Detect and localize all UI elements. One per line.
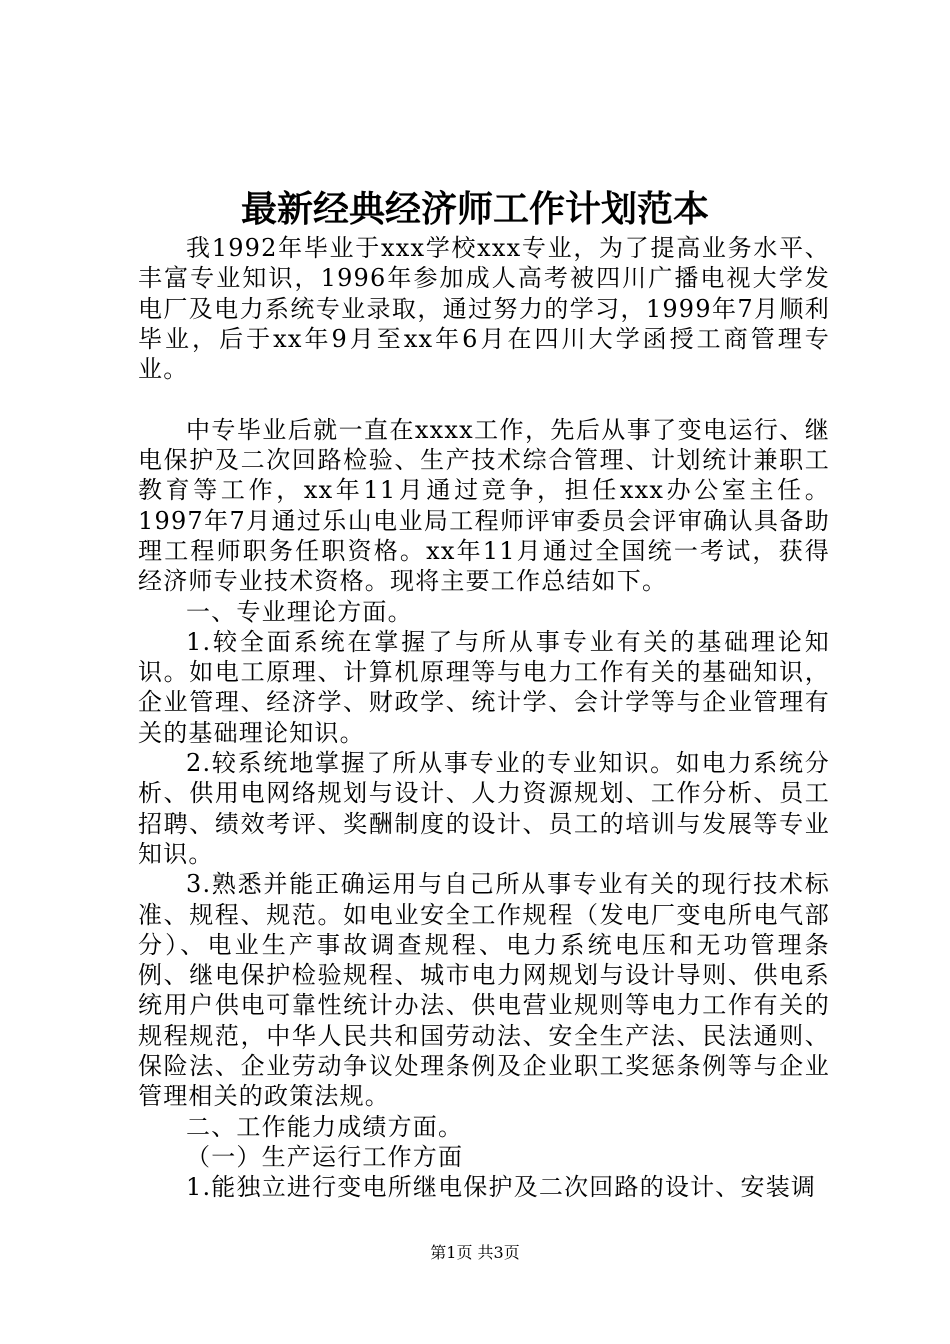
subsection-heading-operations: （一）生产运行工作方面	[186, 1142, 464, 1171]
section-heading-theory: 一、专业理论方面。	[186, 597, 413, 626]
page-footer: 第1页 共3页	[430, 1243, 520, 1262]
paragraph-theory-1: 1.较全面系统在掌握了与所从事专业有关的基础理论知识。如电工原理、计算机原理等与电力工作有关的基础知识，企业管理、经济学、财政学、统计学、会计学等与企业管理有关的基础理论知识。	[138, 627, 830, 747]
paragraph-theory-3: 3.熟悉并能正确运用与自己所从事专业有关的现行技术标准、规程、规范。如电业安全工作规程（发电厂变电所电气部分）、电业生产事故调查规程、电力系统电压和无功管理条例、继电保护检验规程、城市电力网规划与设计导则、供电系统用户供电可靠性统计办法、供电营业规则等电力工作有关的规程规范，中华人民共和国劳动法、安全生产法、民法通则、保险法、企业劳动争议处理条例及企业职工奖惩条例等与企业管理相关的政策法规。	[138, 870, 830, 1111]
document-title: 最新经典经济师工作计划范本	[240, 188, 709, 230]
paragraph-education: 我1992年毕业于xxx学校xxx专业，为了提高业务水平、丰富专业知识，1996年参加成人高考被四川广播电视大学发电厂及电力系统专业录取，通过努力的学习，1999年7月顺利毕业，后于xx年9月至xx年6月在四川大学函授工商管理专业。	[138, 234, 830, 384]
paragraph-operations-1: 1.能独立进行变电所继电保护及二次回路的设计、安装调	[186, 1173, 817, 1202]
paragraph-theory-2: 2.较系统地掌握了所从事专业的专业知识。如电力系统分析、供用电网络规划与设计、人力资源规划、工作分析、员工招聘、绩效考评、奖酬制度的设计、员工的培训与发展等专业知识。	[138, 749, 830, 868]
paragraph-work-history: 中专毕业后就一直在xxxx工作，先后从事了变电运行、继电保护及二次回路检验、生产技术综合管理、计划统计兼职工教育等工作，xx年11月通过竞争，担任xxx办公室主任。1997年7月通过乐山电业局工程师评审委员会评审确认具备助理工程师职务任职资格。xx年11月通过全国统一考试，获得经济师专业技术资格。现将主要工作总结如下。	[138, 415, 830, 596]
section-heading-ability: 二、工作能力成绩方面。	[186, 1112, 464, 1141]
document-body	[138, 233, 830, 1203]
